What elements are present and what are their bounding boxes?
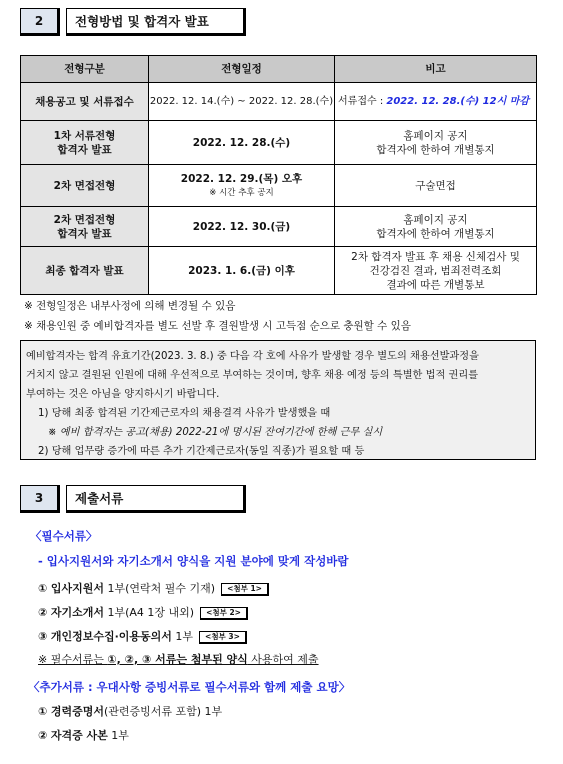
row-remarks: 서류접수 : 2022. 12. 28.(수) 12시 마감 <box>335 83 537 121</box>
section-2-header <box>20 8 246 36</box>
schedule-note: ※ 전형일정은 내부사정에 의해 변경될 수 있음 <box>24 300 236 312</box>
row-schedule: 2022. 12. 14.(수) ~ 2022. 12. 28.(수) <box>149 83 335 121</box>
section-title: 제출서류 <box>66 485 246 513</box>
reserve-info-box <box>20 340 536 460</box>
box-line: 부여하는 것은 아님을 양지하시기 바랍니다. <box>26 389 220 400</box>
attachment-tag: <첨부 2> <box>200 607 248 620</box>
row-schedule: 2022. 12. 29.(목) 오후 ※ 시간 추후 공지 <box>149 165 335 207</box>
required-footnote: ※ 필수서류는 ①, ②, ③ 서류는 첨부된 양식 사용하여 제출 <box>38 653 319 666</box>
row-schedule: 2023. 1. 6.(금) 이후 <box>149 247 335 295</box>
attachment-tag: <첨부 3> <box>199 631 247 644</box>
box-line: 2) 당해 업무량 증가에 따른 추가 기간제근로자(동일 직종)가 필요할 때 등 <box>38 446 365 457</box>
box-line: 거치지 않고 결원된 인원에 대해 우선적으로 부여하는 것이며, 향후 채용 예정 등의 특별한 법적 권리를 <box>26 370 479 381</box>
row-remarks: 구술면접 <box>335 165 537 207</box>
row-category: 2차 면접전형 합격자 발표 <box>21 207 149 247</box>
row-category: 1차 서류전형 합격자 발표 <box>21 121 149 165</box>
box-line: ※ 예비 합격자는 공고(채용) 2022-21에 명시된 잔여기간에 한해 근무 실시 <box>48 427 383 438</box>
required-item: ① 입사지원서 1부(연락처 필수 기재) <첨부 1> <box>38 580 269 596</box>
table-row <box>21 83 537 121</box>
row-remarks: 홈페이지 공지 합격자에 한하여 개별통지 <box>335 207 537 247</box>
row-remarks: 2차 합격자 발표 후 채용 신체검사 및 건강검진 결과, 범죄전력조회 결과에 따른 개별통보 <box>335 247 537 295</box>
table-row <box>21 247 537 295</box>
table-row <box>21 165 537 207</box>
header-schedule: 전형일정 <box>149 56 335 83</box>
box-line: 예비합격자는 합격 유효기간(2023. 3. 8.) 중 다음 각 호에 사유가 발생할 경우 별도의 채용선발과정을 <box>26 351 479 362</box>
deadline-text: 2022. 12. 28.(수) 12시 마감 <box>386 95 530 107</box>
section-3-header <box>20 485 246 513</box>
row-category: 채용공고 및 서류접수 <box>21 83 149 121</box>
row-category: 최종 합격자 발표 <box>21 247 149 295</box>
schedule-table <box>20 55 537 295</box>
box-line: 1) 당해 최종 합격된 기간제근로자의 채용결격 사유가 발생했을 때 <box>38 408 331 419</box>
header-category: 전형구분 <box>21 56 149 83</box>
section-title: 전형방법 및 합격자 발표 <box>66 8 246 36</box>
additional-heading: 〈추가서류 : 우대사항 증빙서류로 필수서류와 함께 제출 요망〉 <box>28 680 351 694</box>
section-number: 3 <box>20 485 60 513</box>
table-row <box>21 207 537 247</box>
section-number: 2 <box>20 8 60 36</box>
required-heading: 〈필수서류〉 <box>30 529 98 543</box>
required-instruction: - 입사지원서와 자기소개서 양식을 지원 분야에 맞게 작성바람 <box>38 554 349 568</box>
row-schedule: 2022. 12. 28.(수) <box>149 121 335 165</box>
row-category: 2차 면접전형 <box>21 165 149 207</box>
required-item: ③ 개인정보수집·이용동의서 1부 <첨부 3> <box>38 628 247 644</box>
required-item: ② 자기소개서 1부(A4 1장 내외) <첨부 2> <box>38 604 248 620</box>
row-schedule: 2022. 12. 30.(금) <box>149 207 335 247</box>
table-header-row <box>21 56 537 83</box>
additional-item: ① 경력증명서(관련증빙서류 포함) 1부 <box>38 705 223 718</box>
header-remarks: 비고 <box>335 56 537 83</box>
attachment-tag: <첨부 1> <box>221 583 269 596</box>
row-remarks: 홈페이지 공지 합격자에 한하여 개별통지 <box>335 121 537 165</box>
additional-item: ② 자격증 사본 1부 <box>38 729 129 742</box>
reserve-note: ※ 채용인원 중 예비합격자를 별도 선발 후 결원발생 시 고득점 순으로 충원할 수 있음 <box>24 320 411 332</box>
table-row <box>21 121 537 165</box>
